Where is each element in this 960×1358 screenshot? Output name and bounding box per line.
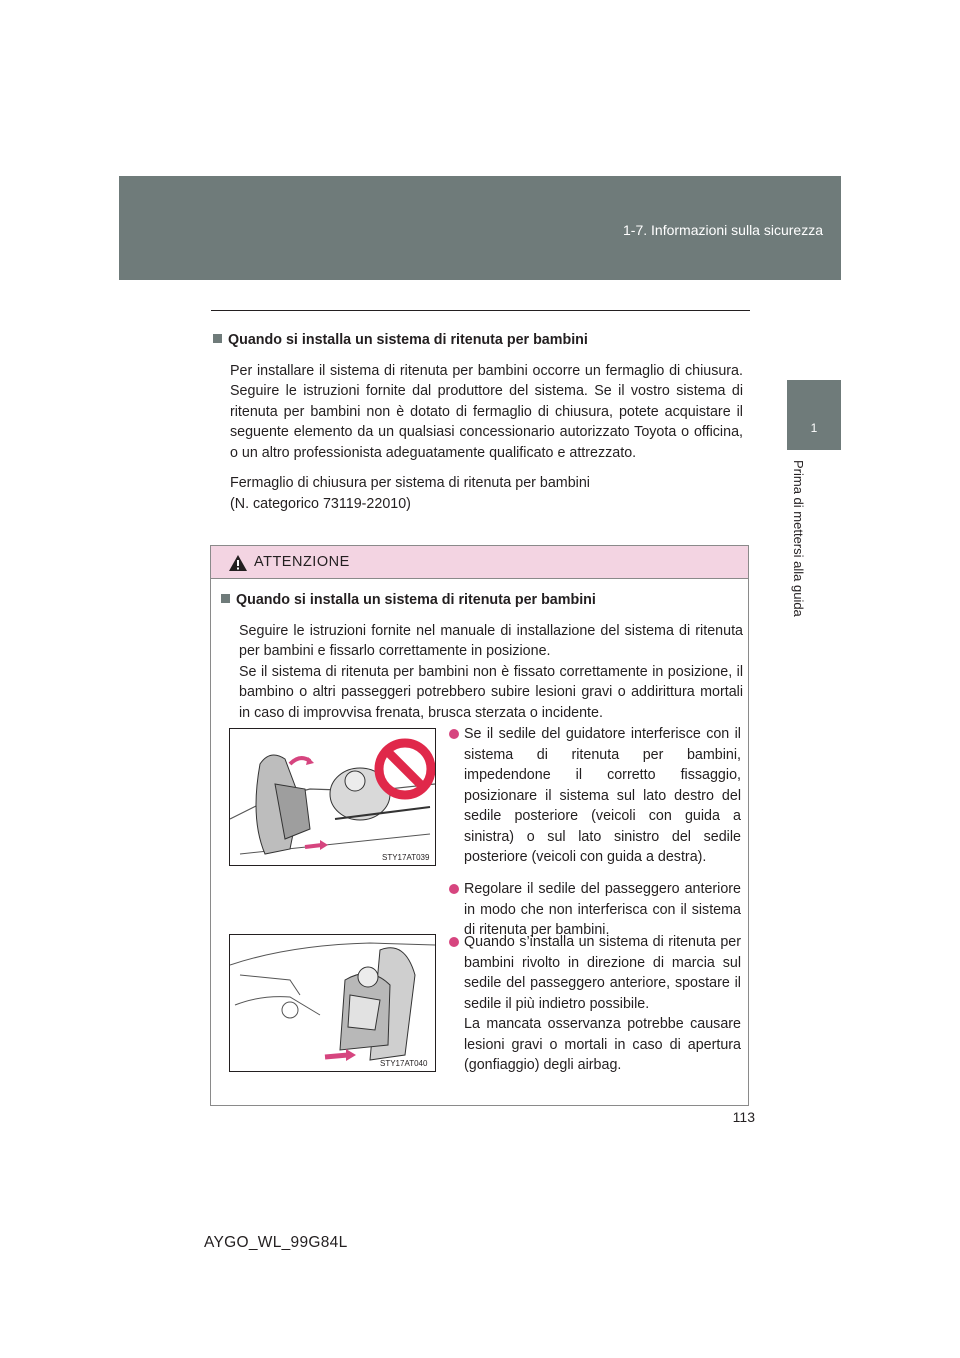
footer-code: AYGO_WL_99G84L — [204, 1234, 348, 1251]
bullet-list-1 — [449, 724, 741, 868]
list-item — [449, 932, 741, 1014]
figure-seat-interference — [229, 728, 436, 866]
intro-heading-text: Quando si installa un sistema di ritenuta per bambini — [228, 332, 588, 348]
bullet-dot-icon — [449, 729, 459, 739]
chapter-number: 1 — [810, 421, 818, 435]
section-title: 1-7. Informazioni sulla sicurezza — [623, 222, 823, 238]
intro-heading — [213, 330, 743, 351]
intro-paragraph: Per installare il sistema di ritenuta per bambini occorre un fermaglio di chiusura. Seguire le istruzioni fornite dal produttore del sistema. Se il vostro sistema di ritenuta per bambini non è dotato di fermaglio di chiusura, potete acquistare il seguente elemento da un qualsiasi concessionario autorizzato Toyota o officina, o un altro professionista adeguatamente qualificato e attrezzato. — [230, 362, 743, 461]
bullet-text: La mancata osservanza potrebbe causare lesioni gravi o mortali in caso di apertura (gonfiaggio) degli airbag. — [464, 1016, 741, 1073]
warning-body — [221, 590, 743, 733]
square-bullet-icon — [213, 334, 222, 343]
front-seat-illustration — [230, 935, 435, 1071]
bullet-dot-icon — [449, 937, 459, 947]
bullet-text: Se il sedile del guidatore interferisce con il sistema di ritenuta per bambini, impedendone il corretto fissaggio, posizionare il sistema sul lato destro del sedile posteriore (veicoli con guida a sinistra) o sul lato sinistro del sedile posteriore (veicoli con guida a destra). — [464, 726, 741, 865]
bullet-text: Quando s’installa un sistema di ritenuta per bambini rivolto in direzione di marcia sul sedile del passeggero anteriore, spostare il sedile il più indietro possibile. — [464, 934, 741, 1012]
chapter-tab — [787, 380, 841, 450]
header-band — [119, 176, 841, 280]
figure-front-seat-back — [229, 934, 436, 1072]
chapter-title: Prima di mettersi alla guida — [791, 460, 806, 617]
square-bullet-icon — [221, 594, 230, 603]
warning-triangle-icon — [228, 554, 248, 572]
list-item — [449, 724, 741, 868]
page-number: 113 — [732, 1109, 755, 1125]
part-line-1: Fermaglio di chiusura per sistema di ritenuta per bambini — [230, 475, 590, 491]
part-line-2: (N. categorico 73119-22010) — [230, 495, 411, 512]
bullet-text: Regolare il sedile del passeggero anteriore in modo che non interferisca con il sistema di ritenuta per bambini. — [464, 881, 741, 938]
list-item-continuation — [449, 1014, 741, 1076]
warning-paragraph-2: Se il sistema di ritenuta per bambini non è fissato correttamente in posizione, il bambino o altri passeggeri potrebbero subire lesioni gravi o addirittura mortali in caso di improvvisa frenata, brusca sterzata o incidente. — [239, 663, 743, 721]
seat-interference-illustration — [230, 729, 435, 865]
intro-section — [213, 330, 743, 514]
top-rule — [211, 310, 750, 311]
bullet-dot-icon — [449, 884, 459, 894]
warning-box — [210, 545, 749, 1106]
figure2-code: STY17AT040 — [380, 1059, 428, 1068]
chapter-label — [790, 460, 810, 640]
figure1-code: STY17AT039 — [382, 853, 430, 862]
warning-heading-text: Quando si installa un sistema di ritenuta per bambini — [236, 592, 596, 608]
warning-title: ATTENZIONE — [254, 554, 350, 570]
bullet-list-3 — [449, 932, 741, 1076]
warning-header — [211, 546, 748, 579]
warning-paragraph-1: Seguire le istruzioni fornite nel manuale di installazione del sistema di ritenuta per bambini e fissarlo correttamente in posizione. — [239, 622, 743, 659]
warning-heading — [221, 590, 743, 611]
